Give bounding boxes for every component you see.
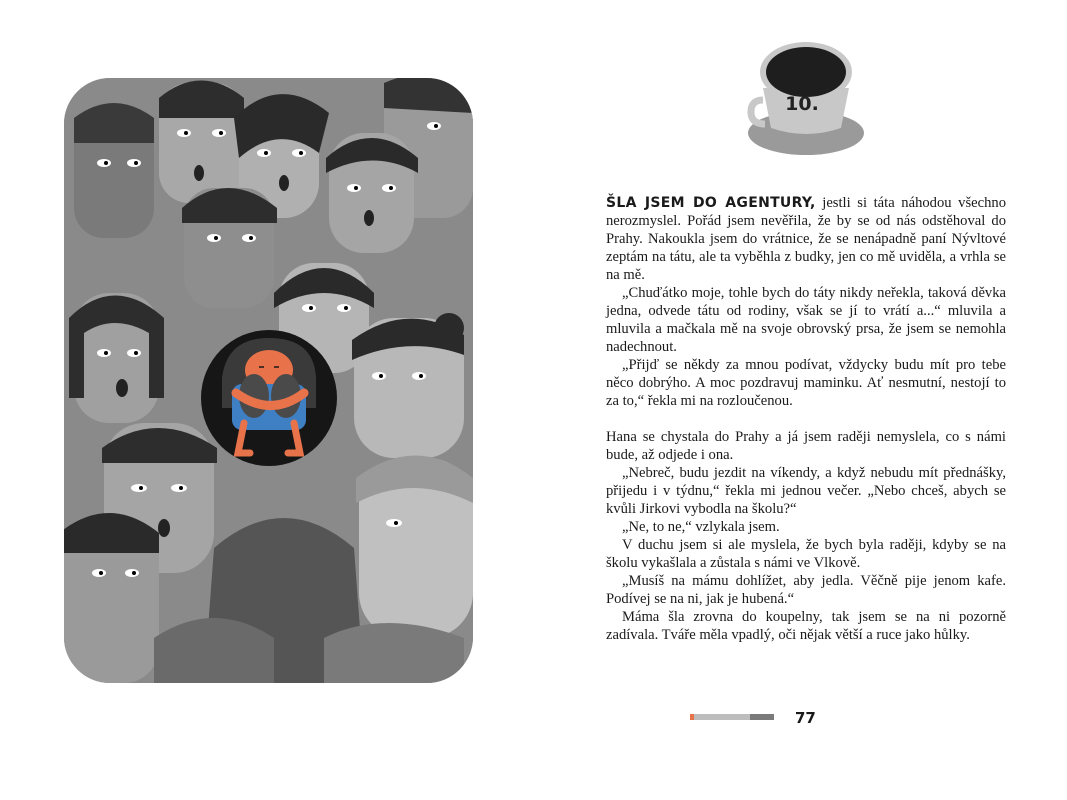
paragraph: V duchu jsem si ale myslela, že bych byla raději, kdyby se na školu vykašlala a zůstala s námi ve Vlkově. [606,537,1006,571]
paragraph: ŠLA JSEM DO AGENTURY, jestli si táta náhodou všechno nerozmyslel. Pořád jsem nevěřila, že by se od nás odstěhoval do Prahy. Nakoukla jsem do vrátnice, že se nenápadně paní Nývltové zeptám na tátu, ale ta vyběhla z budky, jen co mě uviděla, a vrhla se na mě. [606,195,1006,283]
paragraph: „Musíš na mámu dohlížet, aby jedla. Věčně pije jenom kafe. Podívej se na ni, jak je hubená.“ [606,573,1006,607]
paragraph: „Ne, to ne,“ vzlykala jsem. [622,519,780,535]
crowd-face [64,513,159,683]
crowd-face [352,313,464,458]
girl-figure [201,330,337,466]
crowd-face [159,81,244,204]
page-number: 77 [795,709,816,727]
lead-in: ŠLA JSEM DO AGENTURY, [606,195,816,211]
paragraph: Hana se chystala do Prahy a já jsem raději nemyslela, co s námi bude, až odjede i ona. [606,429,1006,463]
crowd-face [74,103,154,238]
paragraph: Máma šla zrovna do koupelny, tak jsem se na ni pozorně zadívala. Tváře měla vpadlý, oči nějak větší a ruce jako hůlky. [606,609,1006,643]
paragraph: „Přijď se někdy za mnou podívat, vždycky budu mít pro tebe něco dobrýho. A moc pozdravuj maminku. Ať nesmutní, nestojí to za to,“ řekla mi na rozloučenou. [606,357,1006,409]
paragraph: „Nebreč, budu jezdit na víkendy, a když nebudu mít přednášky, přijedu i v týdnu,“ řekla mi jednou večer. „Nebo chceš, abych se kvůli Jirkovi vybodla na školu?“ [606,465,1006,517]
crowd-illustration [64,78,473,683]
cigarette-icon [690,711,776,723]
crowd-face [326,133,418,253]
chapter-number: 10. [785,93,819,115]
paragraph: „Chuďátko moje, tohle bych do táty nikdy neřekla, taková děvka jedna, odvede tátu od rodiny, však se jí to vrátí a...“ mluvila a mluvila a mačkala mě na svoje obrovský prsa, že jsem se nemohla nadechnout. [606,285,1006,355]
chapter-text [606,194,1006,644]
crowd-face [356,456,473,639]
crowd-face [182,188,277,308]
crowd-face [69,293,164,423]
